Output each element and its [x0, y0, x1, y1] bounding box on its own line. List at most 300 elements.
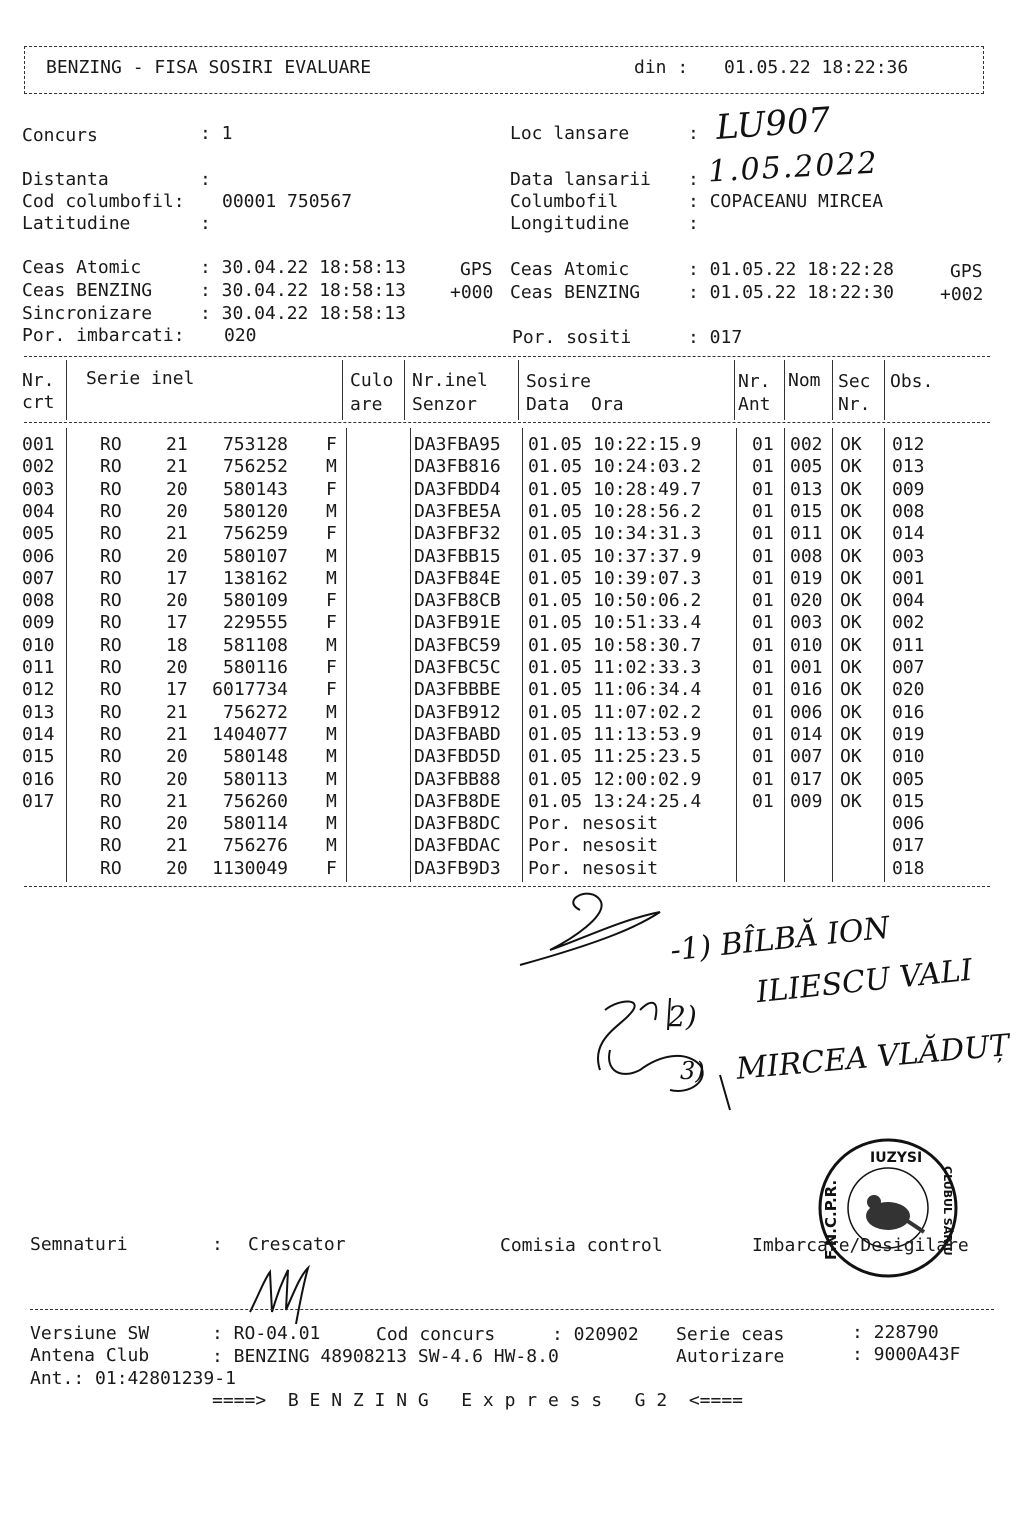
antenna-id: Ant.: 01:42801239-1 — [30, 1368, 236, 1389]
cell-sex: M — [326, 634, 337, 656]
cell-sec: OK — [840, 456, 862, 478]
table-row — [22, 434, 1002, 456]
col-divider-7 — [832, 360, 833, 420]
cell-year: 17 — [166, 567, 188, 589]
cell-sex: M — [326, 456, 337, 478]
imbarcare-desigilare-label: Imbarcare/Desigilare — [752, 1235, 969, 1256]
cell-nr-crt: 003 — [22, 478, 55, 500]
cell-arrival: 01.05 10:28:49.7 — [528, 478, 702, 500]
cell-country: RO — [100, 857, 122, 879]
cell-year: 20 — [166, 500, 188, 522]
cell-nom: 014 — [790, 723, 823, 745]
cell-country: RO — [100, 701, 122, 723]
cell-sec: OK — [840, 478, 862, 500]
col-divider-4 — [518, 360, 519, 420]
col-divider-2 — [342, 360, 343, 420]
autorizare-label: Autorizare — [676, 1346, 785, 1367]
ceas-atomic-start-label: Ceas Atomic — [22, 257, 142, 278]
cod-concurs-label: Cod concurs — [376, 1324, 496, 1345]
cell-obs: 002 — [892, 612, 925, 634]
cell-arrival: 01.05 13:24:25.4 — [528, 790, 702, 812]
table-row — [22, 835, 1002, 857]
table-row — [22, 679, 1002, 701]
cod-columbofil-label: Cod columbofil: — [22, 191, 185, 212]
cell-antenna: 01 — [752, 701, 774, 723]
cell-sex: M — [326, 500, 337, 522]
cell-arrival: 01.05 10:22:15.9 — [528, 434, 702, 455]
cell-nr-crt: 015 — [22, 746, 55, 768]
cell-ring-number: 580107 — [222, 545, 288, 567]
cell-year: 20 — [166, 857, 188, 879]
cell-sex: F — [326, 857, 337, 879]
header-nr-ant: Nr. — [738, 371, 771, 392]
table-row — [22, 724, 1002, 746]
cell-arrival: 01.05 11:13:53.9 — [528, 723, 702, 745]
columbofil-label: Columbofil — [510, 191, 619, 212]
longitudine-colon: : — [688, 213, 699, 234]
cell-country: RO — [100, 545, 122, 567]
cell-sensor: DA3FB8DE — [414, 790, 501, 812]
ceas-atomic-end-value: : 01.05.22 18:22:28 — [688, 259, 894, 280]
cell-nr-crt: 009 — [22, 612, 55, 634]
stamp-left-text: F.N.C.P.R. — [822, 1179, 840, 1260]
cell-nom: 013 — [790, 478, 823, 500]
handwritten-name-1: -1) BÎLBĂ ION — [668, 910, 892, 969]
distanta-label: Distanta — [22, 169, 109, 190]
table-row — [22, 568, 1002, 590]
table-row — [22, 501, 1002, 523]
handwritten-mark-2: 2) — [668, 1000, 697, 1033]
cell-country: RO — [100, 768, 122, 790]
cell-sensor: DA3FBD5D — [414, 746, 501, 768]
cell-year: 21 — [166, 790, 188, 812]
cell-obs: 013 — [892, 456, 925, 478]
cell-sec: OK — [840, 768, 862, 790]
handwritten-name-3: MIRCEA VLĂDUȚ — [734, 1028, 1011, 1087]
ceas-atomic-end-extra: GPS — [950, 261, 983, 282]
header-sosire: Sosire — [526, 371, 592, 392]
cell-obs: 008 — [892, 500, 925, 522]
sincronizare-label: Sincronizare — [22, 303, 153, 324]
cell-ring-number: 229555 — [222, 612, 288, 634]
cell-nom: 005 — [790, 456, 823, 478]
cell-antenna: 01 — [752, 657, 774, 678]
cell-antenna: 01 — [752, 679, 774, 701]
cell-year: 18 — [166, 634, 188, 656]
cell-nr-crt: 011 — [22, 657, 55, 678]
header-nom: Nom — [788, 370, 821, 391]
table-row — [22, 456, 1002, 478]
table-row — [22, 813, 1002, 835]
cell-sensor: DA3FBC59 — [414, 634, 501, 656]
cell-sec: OK — [840, 701, 862, 723]
cell-obs: 001 — [892, 567, 925, 589]
cell-arrival: 01.05 11:25:23.5 — [528, 746, 702, 768]
cell-arrival: 01.05 11:02:33.3 — [528, 657, 702, 678]
cod-concurs-value: : 020902 — [552, 1324, 639, 1345]
table-row — [22, 769, 1002, 791]
cell-sex: M — [326, 701, 337, 723]
cell-sensor: DA3FBE5A — [414, 500, 501, 522]
cell-obs: 020 — [892, 679, 925, 701]
semnaturi-label: Semnaturi — [30, 1234, 128, 1255]
cell-sensor: DA3FB912 — [414, 701, 501, 723]
semnaturi-colon: : — [212, 1234, 223, 1255]
imbarcati-label: Por. imbarcati: — [22, 325, 185, 346]
cell-sensor: DA3FB816 — [414, 456, 501, 478]
header-data-ora: Data Ora — [526, 394, 624, 415]
cell-antenna: 01 — [752, 545, 774, 567]
cell-sex: M — [326, 545, 337, 567]
cell-antenna: 01 — [752, 478, 774, 500]
cell-nom: 008 — [790, 545, 823, 567]
cell-sex: F — [326, 679, 337, 701]
cell-sensor: DA3FBC5C — [414, 657, 501, 678]
crescator-label: Crescator — [248, 1234, 346, 1255]
cell-sensor: DA3FB8CB — [414, 590, 501, 612]
cell-sec: OK — [840, 657, 862, 678]
stamp-right-text: CLUBUL SĂRIU — [941, 1166, 954, 1256]
cell-arrival: 01.05 12:00:02.9 — [528, 768, 702, 790]
cell-sensor: DA3FBABD — [414, 723, 501, 745]
cell-ring-number: 1130049 — [212, 857, 288, 879]
cell-nom: 011 — [790, 523, 823, 545]
latitudine-value: : — [200, 213, 211, 234]
cell-obs: 015 — [892, 790, 925, 812]
serie-ceas-label: Serie ceas — [676, 1324, 785, 1345]
cell-sensor: DA3FB91E — [414, 612, 501, 634]
table-row — [22, 858, 1002, 880]
cell-country: RO — [100, 434, 122, 455]
cell-sex: M — [326, 723, 337, 745]
cell-nom: 002 — [790, 434, 823, 455]
cell-sex: M — [326, 813, 337, 835]
cell-sec: OK — [840, 790, 862, 812]
table-row — [22, 702, 1002, 724]
cell-sec: OK — [840, 434, 862, 455]
cell-ring-number: 580114 — [222, 813, 288, 835]
cell-obs: 005 — [892, 768, 925, 790]
sincronizare-value: : 30.04.22 18:58:13 — [200, 303, 406, 324]
cell-ring-number: 753128 — [222, 434, 288, 455]
concurs-value: : 1 — [200, 123, 233, 144]
cell-obs: 014 — [892, 523, 925, 545]
header-crt: crt — [22, 392, 55, 413]
cell-country: RO — [100, 612, 122, 634]
sositi-label: Por. sositi — [512, 327, 632, 348]
loc-lansare-label: Loc lansare — [510, 123, 630, 144]
cell-sensor: DA3FBDD4 — [414, 478, 501, 500]
cell-nr-crt: 008 — [22, 590, 55, 612]
cell-ring-number: 1404077 — [212, 723, 288, 745]
cell-ring-number: 580116 — [222, 657, 288, 678]
latitudine-label: Latitudine — [22, 213, 131, 234]
antena-club-value: : BENZING 48908213 SW-4.6 HW-8.0 — [212, 1346, 559, 1367]
cell-nr-crt: 002 — [22, 456, 55, 478]
cell-ring-number: 756276 — [222, 835, 288, 857]
col-divider-1 — [66, 360, 67, 420]
header-sec: Sec — [838, 371, 871, 392]
cell-nom: 010 — [790, 634, 823, 656]
cell-sec: OK — [840, 746, 862, 768]
cell-sec: OK — [840, 590, 862, 612]
cell-year: 20 — [166, 657, 188, 678]
handwritten-mark-3: 3) — [680, 1057, 705, 1085]
header-senzor: Senzor — [412, 394, 478, 415]
autorizare-value: : 9000A43F — [852, 1344, 961, 1365]
antena-club-label: Antena Club — [30, 1345, 150, 1366]
cell-year: 20 — [166, 478, 188, 500]
cell-ring-number: 756260 — [222, 790, 288, 812]
table-row — [22, 590, 1002, 612]
cell-country: RO — [100, 590, 122, 612]
cell-country: RO — [100, 723, 122, 745]
cell-nr-crt: 013 — [22, 701, 55, 723]
cell-nr-crt: 014 — [22, 723, 55, 745]
cell-ring-number: 581108 — [222, 634, 288, 656]
cell-sec: OK — [840, 634, 862, 656]
cell-country: RO — [100, 500, 122, 522]
cell-obs: 003 — [892, 545, 925, 567]
cell-antenna: 01 — [752, 790, 774, 812]
cell-sensor: DA3FB8DC — [414, 813, 501, 835]
document-title: BENZING - FISA SOSIRI EVALUARE — [46, 57, 372, 78]
cell-sec: OK — [840, 679, 862, 701]
cell-arrival: 01.05 11:06:34.4 — [528, 679, 702, 701]
cell-antenna: 01 — [752, 768, 774, 790]
cell-sex: M — [326, 567, 337, 589]
header-ant: Ant — [738, 394, 771, 415]
cell-year: 20 — [166, 545, 188, 567]
cell-sec: OK — [840, 567, 862, 589]
cell-ring-number: 580148 — [222, 746, 288, 768]
distanta-value: : — [200, 169, 211, 190]
cell-arrival: 01.05 10:50:06.2 — [528, 590, 702, 612]
cell-obs: 004 — [892, 590, 925, 612]
cell-nr-crt: 001 — [22, 434, 55, 455]
columbofil-value: : COPACEANU MIRCEA — [688, 191, 884, 212]
cell-sensor: DA3FBF32 — [414, 523, 501, 545]
table-row — [22, 523, 1002, 545]
cell-nr-crt: 007 — [22, 567, 55, 589]
header-nr-inel: Nr.inel — [412, 370, 488, 391]
sositi-value: : 017 — [688, 327, 743, 348]
col-divider-3 — [404, 360, 405, 420]
comisia-control-label: Comisia control — [500, 1235, 663, 1256]
cell-sex: M — [326, 746, 337, 768]
data-lansarii-value: 1.05.2022 — [707, 145, 880, 190]
cell-ring-number: 580120 — [222, 500, 288, 522]
cell-sex: F — [326, 434, 337, 455]
cell-ring-number: 580113 — [222, 768, 288, 790]
ceas-benzing-end-label: Ceas BENZING — [510, 282, 641, 303]
header-sec-nr: Nr. — [838, 394, 871, 415]
cell-obs: 006 — [892, 813, 925, 835]
data-lansarii-label: Data lansarii — [510, 169, 651, 190]
ceas-benzing-end-extra: +002 — [940, 284, 984, 305]
cell-sex: F — [326, 478, 337, 500]
cell-antenna: 01 — [752, 567, 774, 589]
cell-sex: M — [326, 768, 337, 790]
data-lansarii-colon: : — [688, 169, 699, 190]
cell-arrival: 01.05 10:37:37.9 — [528, 545, 702, 567]
crescator-signature — [230, 1262, 340, 1332]
longitudine-label: Longitudine — [510, 213, 630, 234]
cell-obs: 016 — [892, 701, 925, 723]
cell-arrival: Por. nesosit — [528, 835, 659, 857]
cell-nom: 020 — [790, 590, 823, 612]
cell-country: RO — [100, 679, 122, 701]
cell-antenna: 01 — [752, 634, 774, 656]
cell-arrival: 01.05 10:58:30.7 — [528, 634, 702, 656]
columbofil-name: COPACEANU MIRCEA — [709, 191, 884, 212]
cell-year: 21 — [166, 523, 188, 545]
cell-nom: 003 — [790, 612, 823, 634]
cell-ring-number: 580109 — [222, 590, 288, 612]
cell-nr-crt: 004 — [22, 500, 55, 522]
cell-obs: 007 — [892, 657, 925, 678]
cell-country: RO — [100, 813, 122, 835]
cell-year: 21 — [166, 434, 188, 455]
cell-sec: OK — [840, 612, 862, 634]
cell-year: 21 — [166, 456, 188, 478]
handwritten-name-2: ILIESCU VALI — [754, 952, 975, 1011]
header-obs: Obs. — [890, 371, 934, 392]
cell-obs: 011 — [892, 634, 925, 656]
cell-sex: F — [326, 657, 337, 678]
table-header-rule — [24, 422, 990, 423]
cell-year: 21 — [166, 701, 188, 723]
versiune-sw-label: Versiune SW — [30, 1323, 150, 1344]
cell-year: 20 — [166, 813, 188, 835]
cod-columbofil-value: 00001 750567 — [222, 191, 353, 212]
cell-country: RO — [100, 523, 122, 545]
cell-ring-number: 138162 — [222, 567, 288, 589]
cell-nr-crt: 016 — [22, 768, 55, 790]
cell-arrival: 01.05 10:39:07.3 — [528, 567, 702, 589]
cell-year: 20 — [166, 768, 188, 790]
cell-ring-number: 580143 — [222, 478, 288, 500]
cell-nr-crt: 012 — [22, 679, 55, 701]
cell-sensor: DA3FBB88 — [414, 768, 501, 790]
cell-country: RO — [100, 478, 122, 500]
ceas-benzing-end-value: : 01.05.22 18:22:30 — [688, 282, 894, 303]
print-date-label: din : — [634, 57, 689, 78]
cell-nom: 019 — [790, 567, 823, 589]
cell-sensor: DA3FBB15 — [414, 545, 501, 567]
cell-ring-number: 6017734 — [212, 679, 288, 701]
cell-country: RO — [100, 657, 122, 678]
imbarcati-value: 020 — [224, 325, 257, 346]
ceas-benzing-start-label: Ceas BENZING — [22, 280, 153, 301]
cell-country: RO — [100, 634, 122, 656]
cell-antenna: 01 — [752, 612, 774, 634]
cell-antenna: 01 — [752, 590, 774, 612]
header-nr: Nr. — [22, 370, 55, 391]
cell-sensor: DA3FB9D3 — [414, 857, 501, 879]
cell-sensor: DA3FBBBE — [414, 679, 501, 701]
footer-rule — [30, 1309, 994, 1310]
club-stamp — [816, 1136, 960, 1280]
ceas-atomic-start-value: : 30.04.22 18:58:13 — [200, 257, 406, 278]
cell-obs: 012 — [892, 434, 925, 455]
table-top-rule — [24, 356, 990, 357]
cell-country: RO — [100, 456, 122, 478]
table-row — [22, 791, 1002, 813]
table-row — [22, 546, 1002, 568]
cell-year: 21 — [166, 835, 188, 857]
cell-country: RO — [100, 835, 122, 857]
cell-sex: M — [326, 790, 337, 812]
cell-country: RO — [100, 746, 122, 768]
ceas-atomic-end-label: Ceas Atomic — [510, 259, 630, 280]
cell-nr-crt: 005 — [22, 523, 55, 545]
table-row — [22, 479, 1002, 501]
cell-antenna: 01 — [752, 723, 774, 745]
header-serie-inel: Serie inel — [86, 368, 195, 389]
ceas-benzing-start-value: : 30.04.22 18:58:13 — [200, 280, 406, 301]
header-culoare-2: are — [350, 394, 383, 415]
cell-nom: 017 — [790, 768, 823, 790]
cell-ring-number: 756252 — [222, 456, 288, 478]
cell-arrival: Por. nesosit — [528, 857, 659, 879]
cell-nom: 009 — [790, 790, 823, 812]
cell-year: 21 — [166, 723, 188, 745]
header-culoare-1: Culo — [350, 370, 394, 391]
stamp-top-text: IUZYSI — [870, 1150, 923, 1166]
cell-sex: M — [326, 835, 337, 857]
table-row — [22, 635, 1002, 657]
cell-arrival: 01.05 10:28:56.2 — [528, 500, 702, 522]
cell-antenna: 01 — [752, 746, 774, 768]
versiune-sw-value: : RO-04.01 — [212, 1323, 321, 1344]
print-date-value: 01.05.22 18:22:36 — [724, 57, 909, 78]
table-row — [22, 746, 1002, 768]
cell-sex: F — [326, 523, 337, 545]
cell-obs: 018 — [892, 857, 925, 879]
cell-nom: 016 — [790, 679, 823, 701]
cell-nr-crt: 006 — [22, 545, 55, 567]
cell-obs: 010 — [892, 746, 925, 768]
cell-arrival: 01.05 10:34:31.3 — [528, 523, 702, 545]
cell-ring-number: 756259 — [222, 523, 288, 545]
benzing-banner: ====> B E N Z I N G E x p r e s s G 2 <==== — [212, 1390, 744, 1411]
col-divider-5 — [734, 360, 735, 420]
cell-sensor: DA3FB84E — [414, 567, 501, 589]
cell-nr-crt: 017 — [22, 790, 55, 812]
cell-year: 20 — [166, 590, 188, 612]
cell-nom: 015 — [790, 500, 823, 522]
cell-antenna: 01 — [752, 434, 774, 455]
serie-ceas-value: : 228790 — [852, 1322, 939, 1343]
cell-ring-number: 756272 — [222, 701, 288, 723]
loc-lansare-colon: : — [688, 123, 699, 144]
cell-sensor: DA3FBDAC — [414, 835, 501, 857]
cell-nom: 006 — [790, 701, 823, 723]
cell-antenna: 01 — [752, 500, 774, 522]
cell-year: 17 — [166, 679, 188, 701]
cell-country: RO — [100, 567, 122, 589]
ceas-atomic-start-extra: GPS — [460, 259, 493, 280]
col-divider-6 — [784, 360, 785, 420]
cell-sec: OK — [840, 523, 862, 545]
cell-arrival: Por. nesosit — [528, 813, 659, 835]
cell-sec: OK — [840, 500, 862, 522]
cell-arrival: 01.05 10:51:33.4 — [528, 612, 702, 634]
cell-arrival: 01.05 11:07:02.2 — [528, 701, 702, 723]
cell-obs: 017 — [892, 835, 925, 857]
cell-nr-crt: 010 — [22, 634, 55, 656]
